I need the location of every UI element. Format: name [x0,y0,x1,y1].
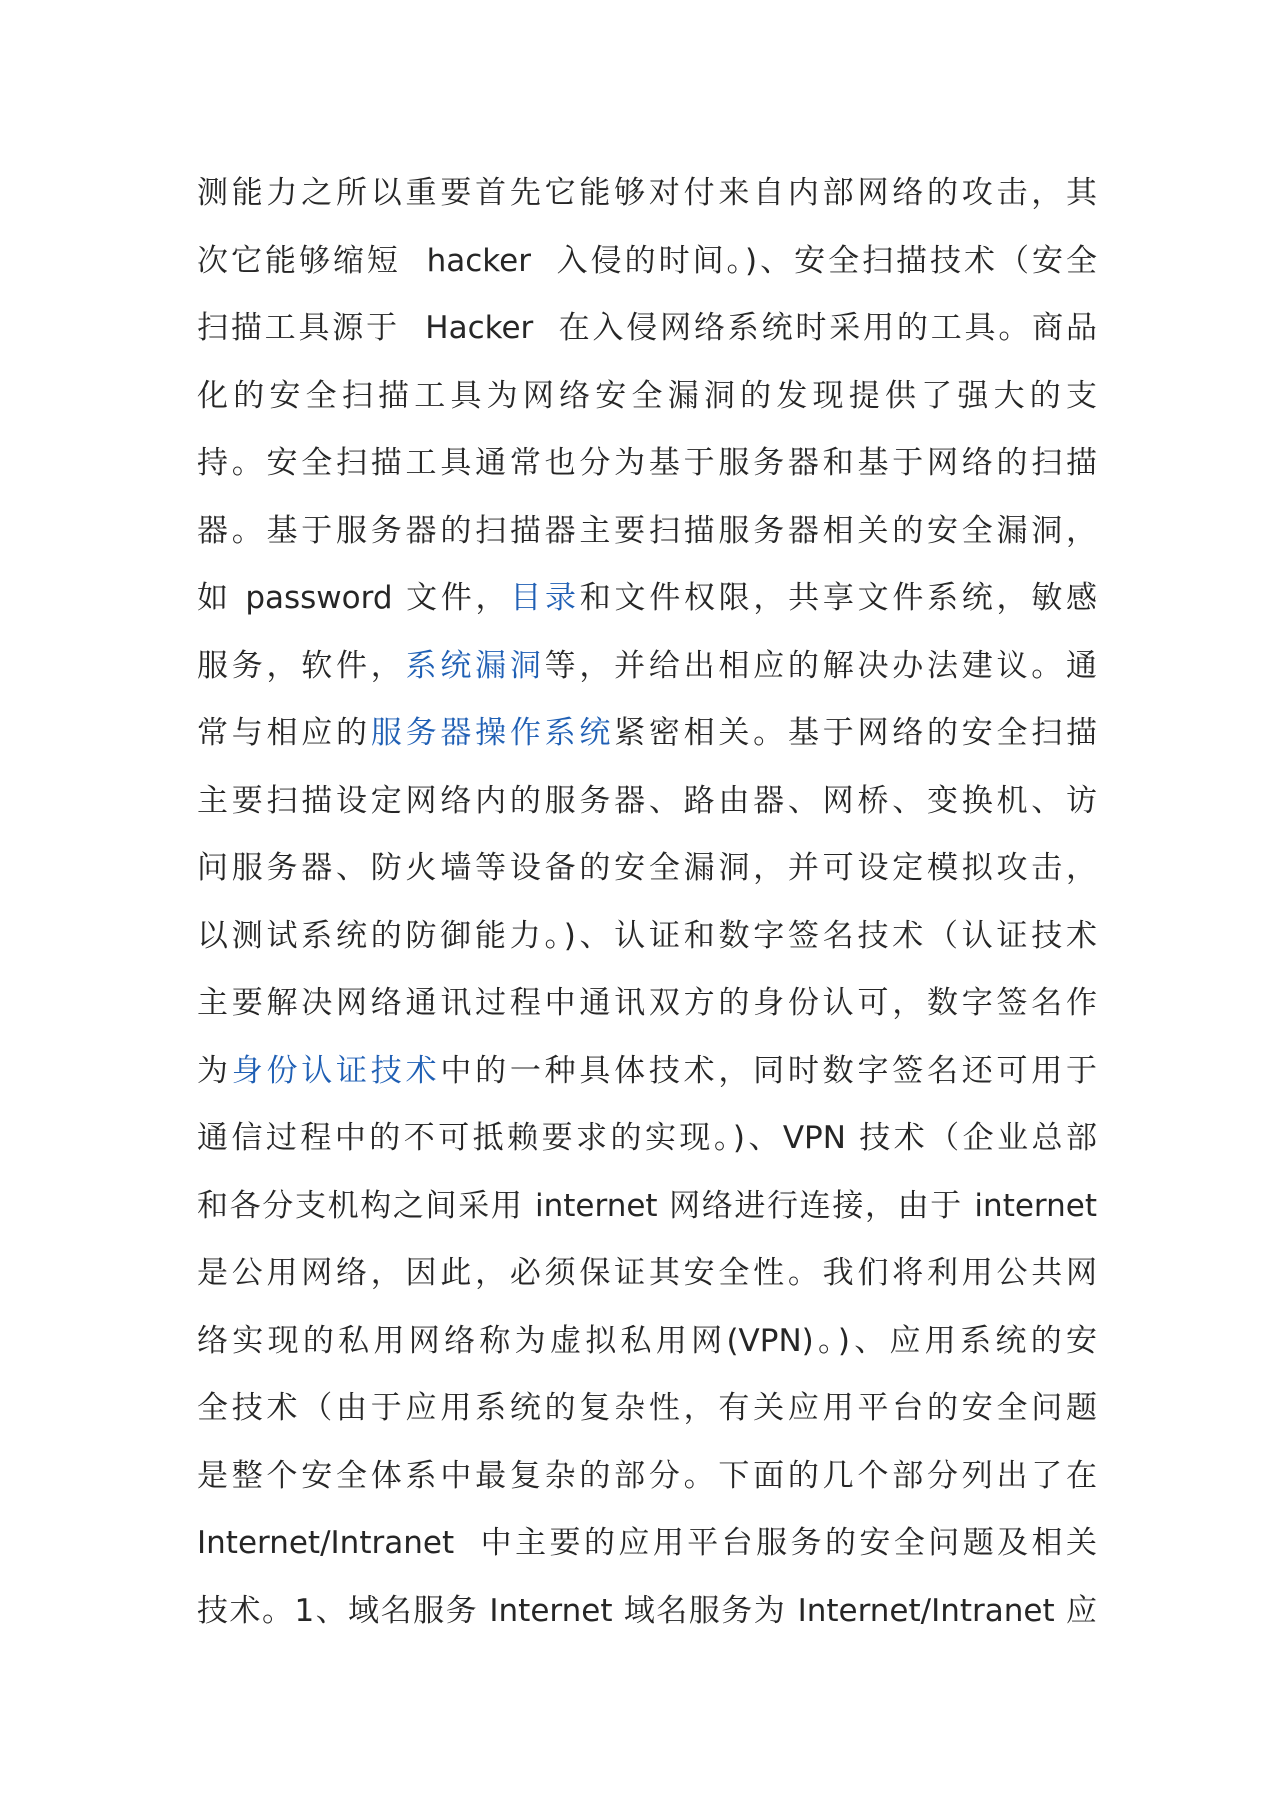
text-segment: 络实现的私用网络称为虚拟私用网(VPN)。)、应用系统的安 [197,1322,1097,1359]
text-segment: 以测试系统的防御能力。)、认证和数字签名技术（认证技术 [197,917,1097,954]
text-segment: 紧密相关。基于网络的安全扫描 [614,715,1098,751]
text-segment: 服务，软件， [197,647,406,684]
text-segment: 为 [197,1052,232,1089]
text-segment: 扫描工具源于 Hacker 在入侵网络系统时采用的工具。商品 [197,310,1097,346]
text-line [197,700,1097,768]
text-line [197,1443,1097,1511]
text-segment: 通信过程中的不可抵赖要求的实现。)、VPN 技术（企业总部 [197,1120,1097,1156]
text-line [197,1510,1097,1578]
text-line [197,633,1097,701]
text-segment: 技术。1、域名服务 Internet 域名服务为 Internet/Intranet 应 [197,1592,1097,1629]
text-line [197,363,1097,431]
text-line [197,498,1097,566]
link-identity-auth[interactable]: 身份认证技术 [231,1052,441,1089]
text-line [197,565,1097,633]
text-segment: 化的安全扫描工具为网络安全漏洞的发现提供了强大的支 [197,377,1097,414]
link-server-os[interactable]: 服务器操作系统 [370,715,615,751]
text-line [197,835,1097,903]
text-line [197,1240,1097,1308]
text-segment: 常与相应的 [197,715,371,751]
link-directory[interactable]: 目录 [510,580,580,616]
text-segment: 持。安全扫描工具通常也分为基于服务器和基于网络的扫描 [197,445,1097,481]
text-line [197,768,1097,836]
text-line [197,903,1097,971]
text-line [197,1375,1097,1443]
text-line [197,970,1097,1038]
text-line [197,1308,1097,1376]
text-segment: 主要解决网络通讯过程中通讯双方的身份认可，数字签名作 [197,985,1097,1021]
text-line [197,295,1097,363]
text-segment: 等，并给出相应的解决办法建议。通 [544,647,1098,684]
text-line [197,1578,1097,1646]
text-line [197,1105,1097,1173]
text-line [197,228,1097,296]
text-line [197,1173,1097,1241]
text-line [197,1038,1097,1106]
text-segment: 和文件权限，共享文件系统，敏感 [579,580,1097,616]
text-segment: 测能力之所以重要首先它能够对付来自内部网络的攻击，其 [197,175,1097,211]
text-segment: 次它能够缩短 hacker 入侵的时间。)、安全扫描技术（安全 [197,242,1097,279]
text-segment: 是整个安全体系中最复杂的部分。下面的几个部分列出了在 [197,1457,1097,1494]
text-segment: 是公用网络，因此，必须保证其安全性。我们将利用公共网 [197,1255,1097,1291]
text-segment: 主要扫描设定网络内的服务器、路由器、网桥、变换机、访 [197,782,1097,819]
text-line [197,160,1097,228]
text-segment: 问服务器、防火墙等设备的安全漏洞，并可设定模拟攻击， [197,850,1097,886]
text-segment: 如 password 文件， [197,580,511,616]
text-segment: 中的一种具体技术，同时数字签名还可用于 [440,1052,1098,1089]
text-segment: 全技术（由于应用系统的复杂性，有关应用平台的安全问题 [197,1390,1097,1426]
text-segment: 和各分支机构之间采用 internet 网络进行连接，由于 internet [197,1187,1097,1224]
text-segment: 器。基于服务器的扫描器主要扫描服务器相关的安全漏洞， [197,512,1097,549]
body-paragraph [197,160,1097,1645]
text-segment: Internet/Intranet 中主要的应用平台服务的安全问题及相关 [197,1525,1097,1561]
link-system-vulnerability[interactable]: 系统漏洞 [405,647,545,684]
text-line [197,430,1097,498]
